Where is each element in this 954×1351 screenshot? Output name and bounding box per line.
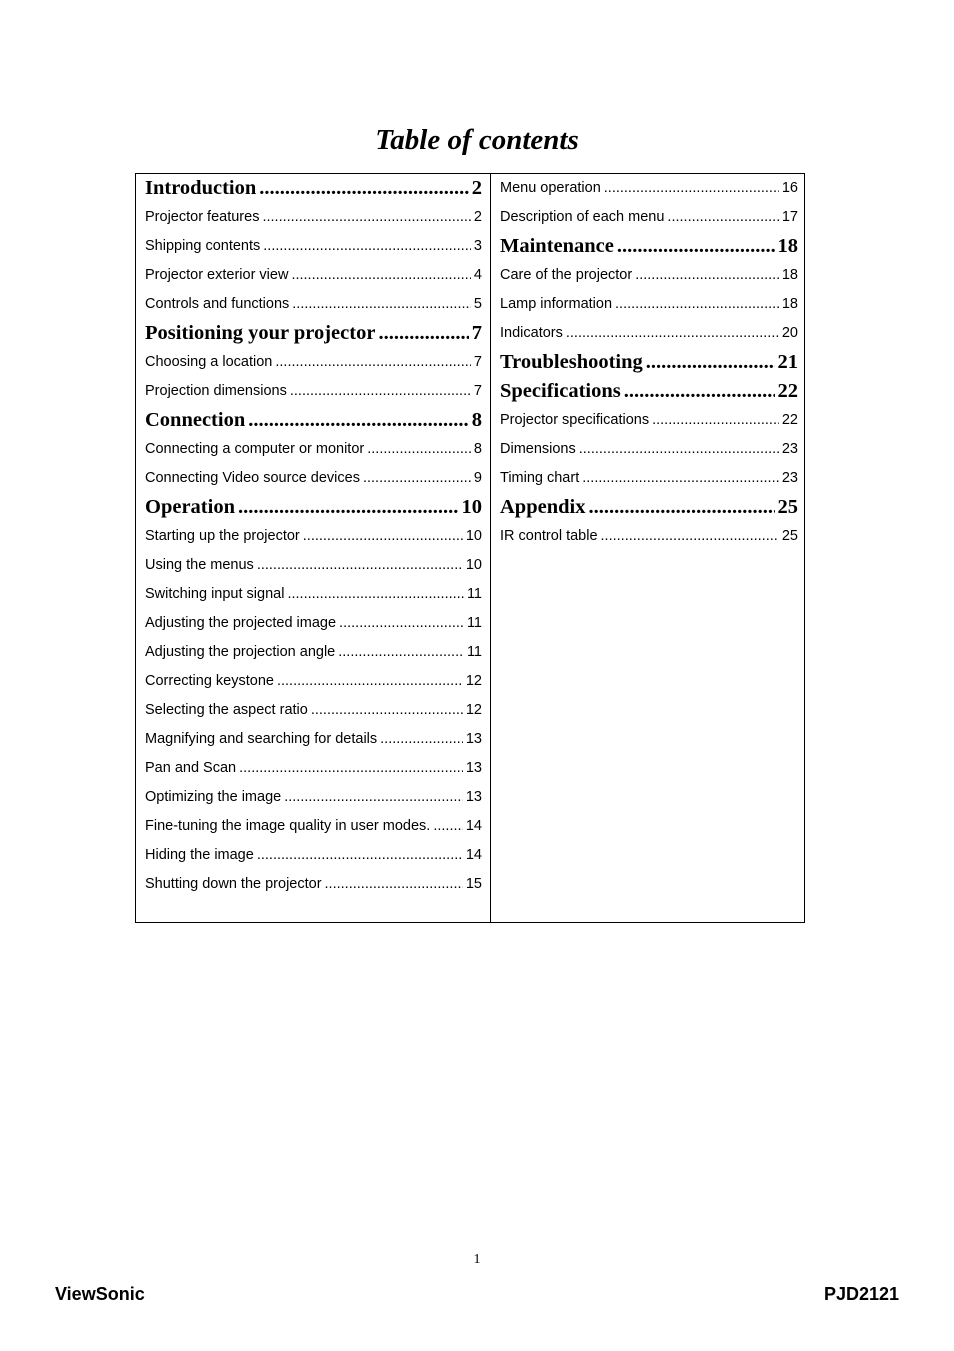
toc-entry[interactable] (145, 725, 482, 754)
toc-entry-label: Indicators (500, 325, 563, 341)
toc-dot-leader (303, 522, 463, 551)
toc-dot-leader (617, 232, 775, 261)
toc-section-heading[interactable] (500, 232, 798, 261)
toc-entry[interactable] (145, 696, 482, 725)
toc-entry-label: Shutting down the projector (145, 876, 322, 892)
toc-page-number: 21 (777, 351, 798, 373)
toc-dot-leader (239, 754, 463, 783)
toc-page-number: 7 (471, 322, 482, 344)
toc-dot-leader (667, 203, 778, 232)
toc-page-number: 11 (466, 615, 482, 631)
column-divider (490, 174, 491, 922)
toc-page-number: 15 (465, 876, 482, 892)
toc-page-number: 9 (473, 470, 482, 486)
toc-entry-label: Operation (145, 496, 235, 518)
toc-entry-label: Lamp information (500, 296, 613, 312)
toc-entry-label: Switching input signal (145, 586, 285, 602)
toc-page-number: 3 (473, 238, 482, 254)
toc-dot-leader (311, 696, 463, 725)
toc-entry[interactable] (145, 435, 482, 464)
toc-entry[interactable] (145, 464, 482, 493)
toc-page-number: 14 (465, 847, 482, 863)
toc-page-number: 13 (465, 731, 482, 747)
toc-dot-leader (378, 319, 468, 348)
toc-entry[interactable] (145, 348, 482, 377)
toc-entry-label: Connecting a computer or monitor (145, 441, 365, 457)
toc-page-number: 11 (466, 644, 482, 660)
toc-entry-label: Appendix (500, 496, 586, 518)
toc-entry[interactable] (145, 754, 482, 783)
toc-entry-label: Projector specifications (500, 412, 650, 428)
toc-entry[interactable] (500, 406, 798, 435)
toc-entry[interactable] (145, 261, 482, 290)
toc-entry[interactable] (500, 319, 798, 348)
toc-page-number: 22 (781, 412, 798, 428)
toc-entry[interactable] (500, 522, 798, 551)
toc-entry[interactable] (145, 580, 482, 609)
toc-dot-leader (367, 435, 471, 464)
toc-dot-leader (257, 551, 463, 580)
toc-entry[interactable] (145, 522, 482, 551)
toc-page-number: 16 (781, 180, 798, 196)
toc-section-heading[interactable] (145, 406, 482, 435)
toc-page-number: 11 (466, 586, 482, 602)
toc-entry[interactable] (500, 203, 798, 232)
toc-section-heading[interactable] (145, 174, 482, 203)
toc-entry[interactable] (500, 261, 798, 290)
toc-dot-leader (262, 203, 470, 232)
toc-entry-label: Care of the projector (500, 267, 633, 283)
toc-entry-label: Description of each menu (500, 209, 665, 225)
toc-section-heading[interactable] (145, 319, 482, 348)
toc-dot-leader (277, 667, 463, 696)
toc-entry-label: Projector exterior view (145, 267, 289, 283)
toc-page-number: 7 (473, 354, 482, 370)
toc-right-column (500, 174, 798, 551)
toc-entry[interactable] (500, 290, 798, 319)
toc-dot-leader (339, 609, 464, 638)
toc-dot-leader (338, 638, 464, 667)
toc-page-number: 20 (781, 325, 798, 341)
toc-entry-label: Dimensions (500, 441, 576, 457)
toc-entry-label: Fine-tuning the image quality in user modes. (145, 818, 431, 834)
toc-entry[interactable] (500, 464, 798, 493)
toc-entry[interactable] (500, 435, 798, 464)
toc-dot-leader (287, 580, 463, 609)
toc-entry-label: IR control table (500, 528, 598, 544)
toc-entry-label: Specifications (500, 380, 621, 402)
toc-dot-leader (238, 493, 459, 522)
toc-entry[interactable] (145, 377, 482, 406)
toc-page-number: 10 (465, 557, 482, 573)
toc-dot-leader (579, 435, 779, 464)
toc-entry-label: Correcting keystone (145, 673, 274, 689)
toc-page-number: 18 (781, 267, 798, 283)
toc-entry-label: Adjusting the projected image (145, 615, 337, 631)
toc-entry-label: Using the menus (145, 557, 254, 573)
toc-entry-label: Troubleshooting (500, 351, 643, 373)
toc-page-number: 10 (461, 496, 482, 518)
toc-dot-leader (624, 377, 775, 406)
toc-entry-label: Selecting the aspect ratio (145, 702, 308, 718)
toc-page-number: 7 (473, 383, 482, 399)
toc-entry-label: Hiding the image (145, 847, 254, 863)
toc-page-number: 18 (777, 235, 798, 257)
toc-page-number: 4 (473, 267, 482, 283)
toc-entry[interactable] (145, 609, 482, 638)
toc-section-heading[interactable] (500, 493, 798, 522)
toc-entry-label: Pan and Scan (145, 760, 237, 776)
toc-page-number: 25 (781, 528, 798, 544)
toc-entry-label: Positioning your projector (145, 322, 376, 344)
toc-entry[interactable] (145, 203, 482, 232)
toc-page-number: 14 (465, 818, 482, 834)
toc-page-number: 5 (473, 296, 482, 312)
toc-page-number: 10 (465, 528, 482, 544)
toc-entry-label: Controls and functions (145, 296, 290, 312)
toc-entry-label: Connecting Video source devices (145, 470, 360, 486)
toc-entry-label: Magnifying and searching for details (145, 731, 378, 747)
table-of-contents (135, 173, 805, 923)
toc-entry-label: Maintenance (500, 235, 614, 257)
toc-entry-label: Projector features (145, 209, 260, 225)
toc-dot-leader (615, 290, 779, 319)
toc-page-number: 2 (473, 209, 482, 225)
toc-dot-leader (325, 870, 463, 899)
toc-entry[interactable] (145, 232, 482, 261)
toc-page-number: 12 (465, 673, 482, 689)
toc-dot-leader (284, 783, 463, 812)
toc-entry-label: Introduction (145, 177, 257, 199)
toc-page-number: 22 (777, 380, 798, 402)
toc-dot-leader (292, 290, 471, 319)
toc-entry[interactable] (145, 870, 482, 899)
toc-entry[interactable] (145, 551, 482, 580)
toc-dot-leader (263, 232, 471, 261)
toc-entry[interactable] (145, 638, 482, 667)
toc-dot-leader (257, 841, 463, 870)
footer-brand: ViewSonic (55, 1284, 145, 1304)
toc-page-number: 18 (781, 296, 798, 312)
toc-dot-leader (652, 406, 779, 435)
page-title: Table of contents (375, 124, 579, 156)
toc-page-number: 12 (465, 702, 482, 718)
toc-entry[interactable] (145, 812, 482, 841)
toc-dot-leader (604, 174, 779, 203)
toc-page-number: 8 (471, 409, 482, 431)
toc-page-number: 23 (781, 470, 798, 486)
toc-page-number: 23 (781, 441, 798, 457)
toc-entry-label: Shipping contents (145, 238, 261, 254)
toc-dot-leader (290, 377, 471, 406)
toc-section-heading[interactable] (500, 377, 798, 406)
toc-entry[interactable] (145, 667, 482, 696)
toc-entry[interactable] (145, 290, 482, 319)
toc-entry-label: Timing chart (500, 470, 580, 486)
toc-section-heading[interactable] (145, 493, 482, 522)
toc-entry[interactable] (145, 783, 482, 812)
toc-dot-leader (363, 464, 471, 493)
toc-entry[interactable] (500, 174, 798, 203)
toc-page-number: 2 (471, 177, 482, 199)
toc-dot-leader (433, 812, 463, 841)
toc-dot-leader (646, 348, 775, 377)
toc-page-number: 8 (473, 441, 482, 457)
toc-page-number: 17 (781, 209, 798, 225)
toc-entry-label: Menu operation (500, 180, 601, 196)
page-number: 1 (473, 1252, 481, 1267)
toc-dot-leader (259, 174, 468, 203)
toc-entry-label: Choosing a location (145, 354, 273, 370)
toc-dot-leader (291, 261, 470, 290)
footer-model: PJD2121 (823, 1284, 899, 1304)
toc-dot-leader (601, 522, 779, 551)
toc-dot-leader (380, 725, 463, 754)
toc-entry-label: Optimizing the image (145, 789, 282, 805)
toc-entry-label: Projection dimensions (145, 383, 287, 399)
toc-dot-leader (588, 493, 774, 522)
toc-dot-leader (248, 406, 469, 435)
toc-page-number: 13 (465, 760, 482, 776)
toc-page-number: 13 (465, 789, 482, 805)
toc-page-number: 25 (777, 496, 798, 518)
toc-section-heading[interactable] (500, 348, 798, 377)
toc-entry[interactable] (145, 841, 482, 870)
toc-entry-label: Starting up the projector (145, 528, 300, 544)
toc-dot-leader (275, 348, 471, 377)
toc-dot-leader (582, 464, 779, 493)
toc-entry-label: Connection (145, 409, 246, 431)
toc-dot-leader (566, 319, 779, 348)
toc-entry-label: Adjusting the projection angle (145, 644, 336, 660)
toc-dot-leader (635, 261, 779, 290)
toc-left-column (145, 174, 482, 899)
